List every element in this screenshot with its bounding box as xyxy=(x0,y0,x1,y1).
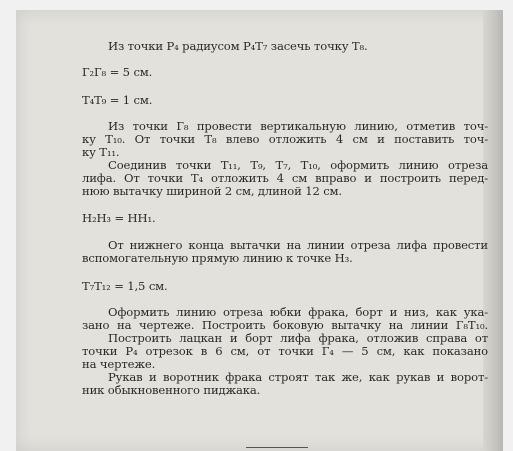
text-line: Г₂Г₈ = 5 см. xyxy=(82,65,153,79)
text-line: на чертеже. xyxy=(82,357,156,371)
page-gutter-shadow xyxy=(483,10,503,451)
text-line: Из точки Г₈ провести вертикальную линию, отметив точ- xyxy=(108,119,488,133)
text-line: ник обыкновенного пиджака. xyxy=(82,383,261,397)
text-line: нюю вытачку шириной 2 см, длиной 12 см. xyxy=(82,184,342,198)
text-line: Рукав и воротник фрака строят так же, как рукав и ворот- xyxy=(108,370,488,384)
book-page xyxy=(16,10,503,451)
text-line: зано на чертеже. Построить боковую вытачку на линии Г₈Т₁₀. xyxy=(82,318,488,332)
text-line: Н₂Н₃ = НН₁. xyxy=(82,211,156,225)
text-line: Из точки Р₄ радиусом Р₄Т₇ засечь точку Т₈. xyxy=(108,39,368,53)
text-line: Оформить линию отреза юбки фрака, борт и низ, как ука- xyxy=(108,305,488,319)
text-line: От нижнего конца вытачки на линии отреза лифа провести xyxy=(108,238,488,252)
text-line: точки Р₄ отрезок в 6 см, от точки Г₄ — 5 см, как показано xyxy=(82,344,488,358)
text-line: вспомогательную прямую линию к точке Н₃. xyxy=(82,251,353,265)
text-line: ку Т₁₁. xyxy=(82,145,120,159)
text-line: ку Т₁₀. От точки Т₈ влево отложить 4 см и поставить точ- xyxy=(82,132,488,146)
text-line: Соединив точки Т₁₁, Т₉, Т₇, Т₁₀, оформить линию отреза xyxy=(108,158,488,172)
footer-rule xyxy=(246,447,308,448)
text-line: Т₄Т₉ = 1 см. xyxy=(82,93,153,107)
text-line: лифа. От точки Т₄ отложить 4 см вправо и построить перед- xyxy=(82,171,488,185)
text-line: Построить лацкан и борт лифа фрака, отложив справа от xyxy=(108,331,488,345)
text-line: Т₇Т₁₂ = 1,5 см. xyxy=(82,279,168,293)
